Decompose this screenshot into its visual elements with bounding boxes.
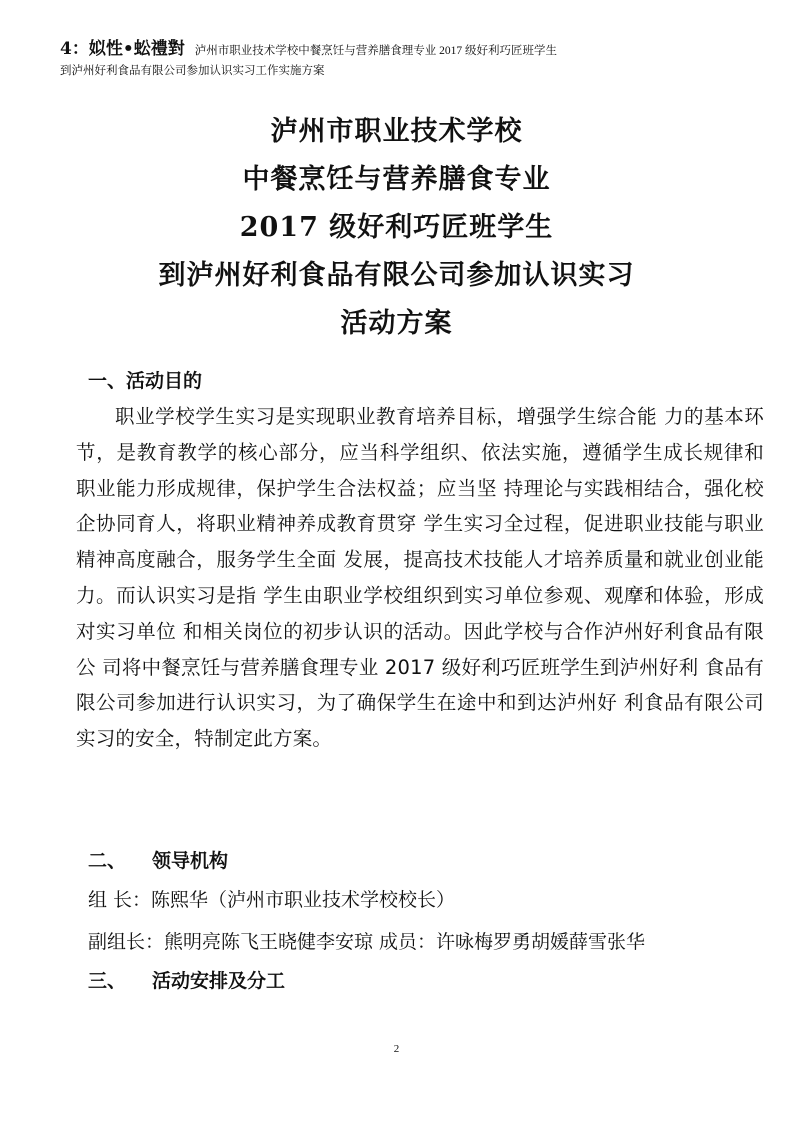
deputy-members-line: 副组长：熊明亮陈飞王晓健李安琼 成员：许咏梅罗勇胡媛薛雪张华: [88, 931, 646, 953]
title-line-plan: 活动方案: [340, 308, 453, 339]
section-number-3: 三、: [88, 970, 127, 992]
section-number-2: 二、: [88, 850, 127, 872]
header-doc-title-part2: 到泸州好利食品有限公司参加认识实习工作实施方案: [60, 65, 325, 77]
section-heading-purpose-text: 一、活动目的: [88, 370, 203, 392]
purpose-paragraph: 职业学校学生实习是实现职业教育培养目标，增强学生综合能 力的基本环节，是教育教学的核心部分，应当科学组织、依法实施，遵循学生成长规律和职业能力形成规律，保护学生合法权益；应当坚 持理论与实践相结合，强化校企协同育人，将职业精神养成教育贯穿 学生实习全过程，促进职业技能与职业精神高度融合，服务学生全面 发展，提高技术技能人才培养质量和就业创业能力。而认识实习是指 学生由职业学校组织到实习单位参观、观摩和体验，形成对实习单位 和相关岗位的初步认识的活动。因此学校与合作泸州好利食品有限公 司将中餐烹饪与营养膳食理专业 2017 级好利巧匠班学生到泸州好利 食品有限公司参加进行认识实习，为了确保学生在途中和到达泸州好 利食品有限公司实习的安全，特制定此方案。: [76, 405, 764, 751]
section-label-arrangement: 活动安排及分工: [152, 970, 286, 992]
title-line-class: 2017 级好利巧匠班学生: [239, 212, 554, 243]
title-line-major: 中餐烹饪与营养膳食专业: [242, 164, 551, 195]
section-heading-arrangement: [88, 966, 285, 993]
header-line-1: [60, 40, 760, 60]
section-heading-leadership: [88, 846, 228, 873]
section-heading-purpose: [88, 366, 202, 393]
document-title: [0, 108, 793, 348]
header-doc-title-part1: 泸州市职业技术学校中餐烹饪与营养膳食理专业 2017 级好利巧匠班学生: [194, 45, 557, 57]
page-number: 2: [393, 1043, 400, 1055]
header-mark: 4：姒性•蚣禮對: [60, 39, 185, 59]
title-line-school: 泸州市职业技术学校: [270, 116, 523, 147]
leader-line: 组 长：陈熙华（泸州市职业技术学校校长）: [88, 889, 456, 911]
section-label-leadership: 领导机构: [152, 850, 229, 872]
running-header: [60, 40, 760, 80]
title-line-company: 到泸州好利食品有限公司参加认识实习: [158, 260, 635, 291]
